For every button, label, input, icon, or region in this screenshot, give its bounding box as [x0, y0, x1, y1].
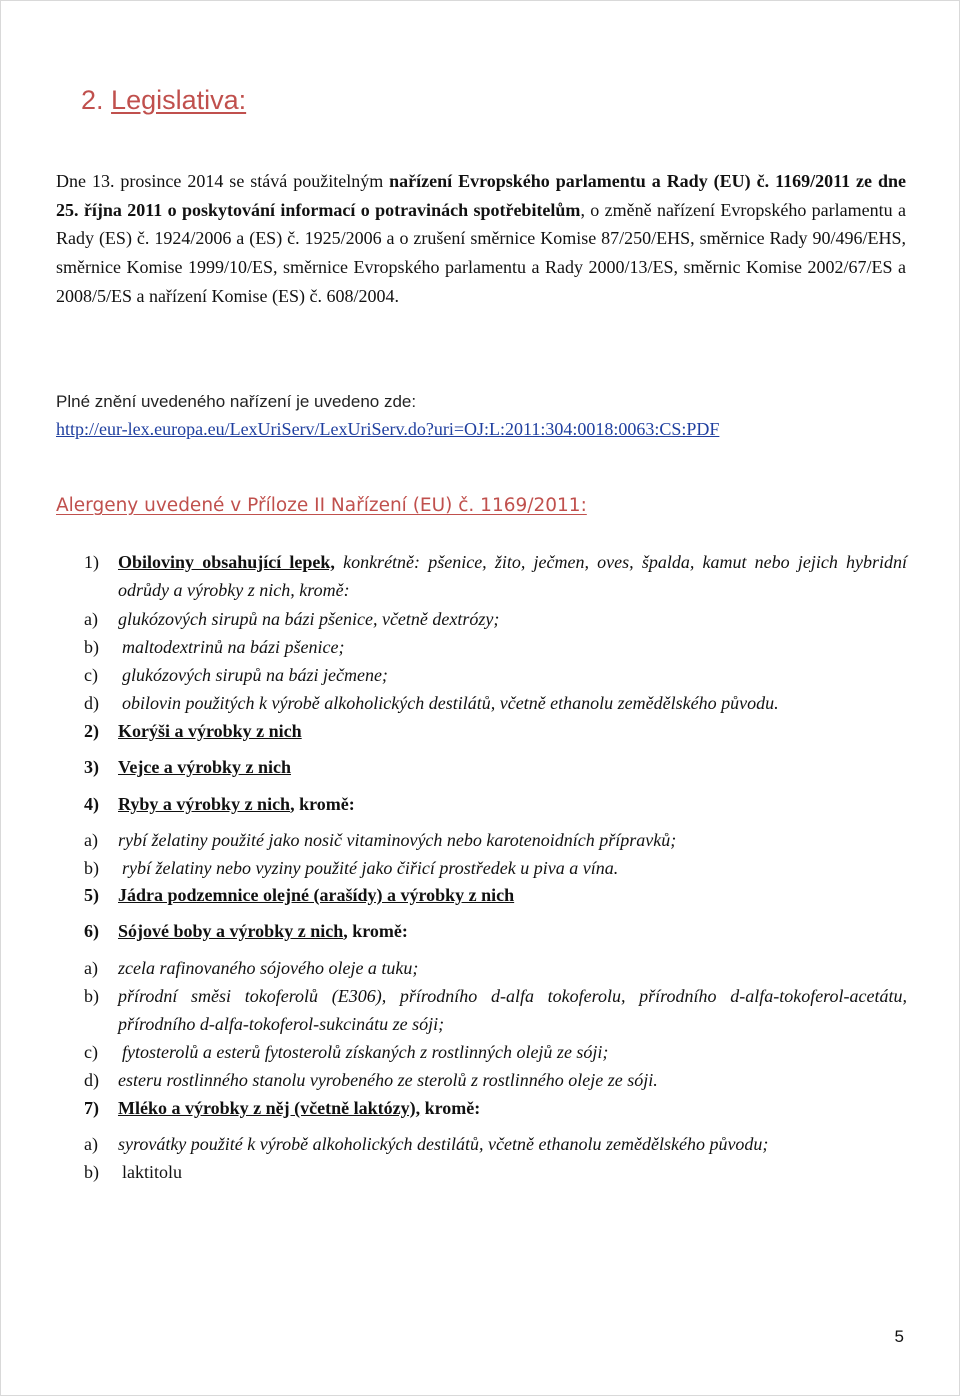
page-number: 5 [894, 1327, 904, 1346]
regulation-name: nařízení Evropského parlamentu a Rady (EU) č. 1169/2011 ze dne 25. října 2011 o poskytování informací o potravinách spotřebitelům [56, 171, 906, 220]
sub-item-text: esteru rostlinného stanolu vyrobeného ze sterolů z rostlinného oleje ze sóji. [118, 1070, 658, 1090]
intro-text-2: , o změně nařízení Evropského parlamentu a Rady (ES) č. 1924/2006 a (ES) č. 1925/2006 a o zrušení směrnice Komise 87/250/EHS, směrnice Rady 90/496/EHS, směrnice Komise 1999/10/ES, směrnice Evropského parlamentu a Rady 2000/13/ES, směrnic Komise 2002/67/ES a 2008/5/ES a nařízení Komise (ES) č. 608/2004. [56, 199, 906, 306]
sub-item-letter: b) [84, 637, 99, 657]
item-body [118, 548, 907, 604]
item-title: Ryby a výrobky z nich [118, 794, 291, 814]
sub-item-text: laktitolu [122, 1162, 182, 1182]
sub-item-text: glukózových sirupů na bázi ječmene; [122, 665, 388, 685]
intro-text-1: Dne 13. prosince 2014 se stává použitelným [56, 171, 390, 191]
item-description: konkrétně: pšenice, žito, ječmen, oves, špalda, kamut nebo jejich hybridní odrůdy a výrobky z nich, kromě: [118, 552, 907, 600]
item-number: 6) [84, 921, 99, 941]
sub-item-letter: a) [84, 609, 98, 629]
sub-item-text: obilovin použitých k výrobě alkoholických destilátů, včetně ethanolu zemědělského původu. [122, 693, 779, 713]
sub-item-letter: d) [84, 693, 99, 713]
sub-item-text: zcela rafinovaného sójového oleje a tuku; [118, 958, 419, 978]
allergens-heading: Alergeny uvedené v Příloze II Nařízení (EU) č. 1169/2011: [56, 495, 587, 516]
allergen-item-1 [84, 548, 907, 608]
item-title: Mléko a výrobky z něj (včetně laktózy), [118, 1098, 421, 1118]
item-suffix: , kromě: [343, 921, 408, 941]
item-title: Obiloviny obsahující lepek, [118, 552, 335, 572]
sub-item-letter: d) [84, 1070, 99, 1090]
item-title: Jádra podzemnice olejné (arašídy) a výrobky z nich [118, 885, 515, 905]
item-number: 5) [84, 885, 99, 905]
sub-item-text: fytosterolů a esterů fytosterolů získaných z rostlinných olejů ze sóji; [122, 1042, 609, 1062]
section-number: 2. [81, 85, 104, 115]
sub-item-letter: a) [84, 958, 98, 978]
sub-item-letter: a) [84, 830, 98, 850]
item-title: Vejce a výrobky z nich [118, 757, 291, 777]
item-number: 2) [84, 721, 99, 741]
section-heading [81, 85, 246, 116]
sub-item-text: rybí želatiny nebo vyziny použité jako čiřicí prostředek u piva a vína. [122, 858, 619, 878]
sub-item-text: glukózových sirupů na bázi pšenice, včetně dextrózy; [118, 609, 500, 629]
sub-item-6b [84, 982, 907, 1038]
sub-item-letter: b) [84, 858, 99, 878]
sub-item-letter: b) [84, 986, 99, 1006]
item-number: 3) [84, 757, 99, 777]
item-number: 7) [84, 1098, 99, 1118]
sub-item-text: přírodní směsi tokoferolů (E306), přírodního d-alfa tokoferolu, přírodního d-alfa-tokoferol-acetátu, přírodního d-alfa-tokoferol-sukcinátu ze sóji; [118, 986, 907, 1034]
section-title: Legislativa: [111, 85, 247, 115]
regulation-link[interactable]: http://eur-lex.europa.eu/LexUriServ/LexUriServ.do?uri=OJ:L:2011:304:0018:0063:CS:PDF [56, 419, 720, 439]
sub-item-letter: c) [84, 1042, 98, 1062]
sub-item-letter: a) [84, 1134, 98, 1154]
sub-item-text: syrovátky použité k výrobě alkoholických destilátů, včetně ethanolu zemědělského původu; [118, 1134, 769, 1154]
item-suffix: kromě: [420, 1098, 481, 1118]
sub-item-letter: b) [84, 1162, 99, 1182]
item-suffix: , kromě: [290, 794, 355, 814]
sub-item-text: maltodextrinů na bázi pšenice; [122, 637, 345, 657]
item-number: 1) [84, 552, 99, 572]
full-text-label: Plné znění uvedeného nařízení je uvedeno zde: [56, 392, 417, 411]
item-title: Sójové boby a výrobky z nich [118, 921, 344, 941]
item-number: 4) [84, 794, 99, 814]
item-title: Korýši a výrobky z nich [118, 721, 302, 741]
sub-item-text: rybí želatiny použité jako nosič vitaminových nebo karotenoidních přípravků; [118, 830, 677, 850]
intro-paragraph [56, 167, 906, 311]
sub-item-letter: c) [84, 665, 98, 685]
